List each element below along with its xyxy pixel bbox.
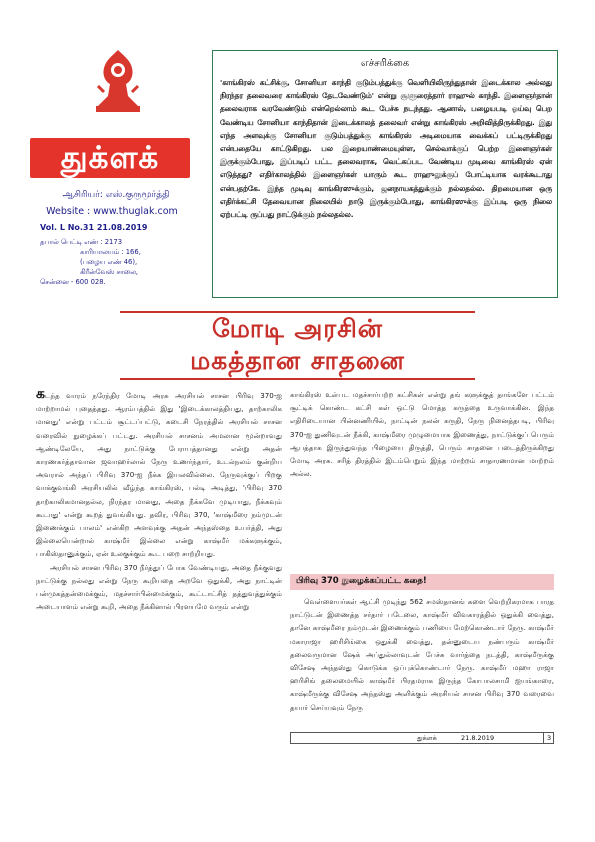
address-line: (பழைய எண் 46), [80, 258, 138, 266]
volume-issue: Vol. L No.31 21.08.2019 [40, 223, 148, 232]
footer-date: 21.8.2019 [461, 734, 495, 742]
article-column-left [36, 388, 282, 613]
editor-line: ஆசிரியர்: எஸ்.குருமூர்த்தி [62, 190, 170, 200]
footer-magazine-name: துக்ளக் [417, 734, 437, 742]
address-line: சென்னை - 600 028. [40, 278, 106, 286]
website-line: Website : www.thuglak.com [46, 206, 178, 217]
article-paragraph: அரசியல் சாசன பிரிவு 370 நீர்த்துப் போக வேண்டியது, அதை நீக்குவது நாட்டுக்கு நல்லது என்று நேரு கூறியதை அறவே ஒதுக்கி, அது நாட்டின் பன்முகத்தன்மைக்கும், மதச்சார்பின்மைக்கும், கூட்டாட்சித் தத்துவத்துக்கும் அடையாளம் என்று கூறி, அதை நீக்கினால் பிரளயமே வரும் என்று [36, 562, 282, 612]
headline-line-2: மகத்தான சாதனை [190, 346, 405, 375]
headline-rule-bottom [120, 378, 475, 380]
article-paragraph: வெள்ளையர்கள் ஆட்சி முடிந்து 562 சமஸ்தானங் களை வெற்றிகரமாக பாரத நாட்டுடன் இணைத்த சர்தார் படேலை, காஷ்மீர் விவகாரத்தில் ஒதுக்கி வைத்து, தானே காஷ்மீரை நம்முடன் இணைக்கும் பணியை மேற்கொண்டார் நேரு. காஷ்மீர் மகாராஜா ஹரிசிங்கை ஒதுக்கி வைத்து, தன்னுடைய நண்பரும் காஷ்மீர் தலைவருமான ஷேக் அப்துல்லாவுடன் பேச்சு வார்த்தை நடத்தி, காஷ்மீருக்கு விசேஷ அந்தஸ்து கொடுக்க ஒப்புக்கொண்டார் நேரு. காஷ்மீர் மஹா ராஜா ஹரிசிங் தலைமையில் காஷ்மீர் பிரதமராக இருந்த கோபாலசாமி ஐயங்காரை, காஷ்மீருக்கு விசேஷ அந்தஸ்து அளிக்கும் அரசியல் சாசன பிரிவு 370 வரைவை தயார் செய்யவும் நேரு [290, 597, 554, 712]
article-column-right-top [290, 388, 554, 480]
drop-cap: க [36, 386, 45, 402]
magazine-logo: துக்ளக் [30, 138, 190, 178]
article-column-right-bottom [290, 595, 554, 714]
headline-rule-top [120, 311, 475, 313]
warning-text: 'காங்கிரஸ் கட்சிக்கு, சோனியா காந்தி குடும்பத்துக்கு வெளியிலிருந்துதான் இடைக்கால அல்லது நிரந்தர தலைவரை காங்கிரஸ் தேடவேண்டும்' என்று சூளுரைத்தார் ராஹுல் காந்தி. இளைஞர்தான் தலைவராக வரவேண்டும் என்றெல்லாம் கூட பேச்சு நடந்தது. ஆனால், பழையபடி ஓய்வு பெற வேண்டிய சோனியா காந்திதான் இடைக்காலத் தலைவர் என்று காங்கிரஸ் அறிவித்திருக்கிறது. இது எந்த அளவுக்கு சோனியா குடும்பத்துக்கு காங்கிரஸ் அடிமையாக வைக்கப் பட்டிருக்கிறது என்பதையே காட்டுகிறது. பல இறையாண்மையுள்ள, செல்வாக்குப் பெற்ற இளைஞர்கள் இருக்கும்போது, இப்படிப் பட்ட தலைவராக, வெட்கப்பட வேண்டிய முடிவை காங்கிரஸ் ஏன் எடுத்தது? எதிர்காலத்தில் இளைஞர்கள் யாரும் கூட ராஹுலுக்குப் போட்டியாக வரக்கூடாது என்பதற்கே. இந்த முடிவு காங்கிரஸுக்கும், ஜனநாயகத்துக்கும் நல்லதல்ல. திறமையான ஒரு எதிர்க்கட்சி தேவையான நிலையில் நாடு இருக்கும்போது, காங்கிரஸுக்கு இப்படி ஒரு நிலை ஏற்பட்டி ருப்பது நாட்டுக்கும் நல்லதல்ல. [220, 78, 552, 220]
temple-emblem-icon [84, 46, 152, 116]
article-paragraph: டந்த வாரம் நரேந்திர மோடி அரசு அரசியல் சாசன பிரிவு 370-ஐ மாற்றாமல் புதைத்தது. ஆரம்பத்தில் இது 'இடைக்காலத்தியது, தாற்காலிக மானது' என்று பட்டம் சூட்டப்பட்டு, கடைசி நேரத்தில் அரசியல் சாசன வரைவில் நுழைக்கப் பட்டது. அரசியல் சாசனம் அமலான மூன்றாவது ஆண்டிலேயே, அது நாட்டுக்கு பேராபத்தானது என்று அதன் காரணகர்த்தாவான ஜவாஹர்லால் நேரு உணர்ந்தார், உடல்நலம் குன்றிய அவரால் அந்தப் பிரிவு 370-ஐ நீக்க இயலவில்லை. நேருவுக்குப் பிறகு வாக்குவங்கி அரசியலில் வீழ்ந்த காங்கிரஸ், பல்டி அடித்து, 'பிரிவு 370 தாற்காலிகமானதல்ல, நிரந்தர மானது, அதை நீக்கவே முடியாது, நீக்கவும் கூடாது' என்று கூறத் துவங்கியது. தவிர, பிரிவு 370, 'காஷ்மீரை நம்முடன் இணைக்கும் பாலம்' என்கிற அளவுக்கு அதன் அந்தஸ்தை உயர்த்தி, அது இல்லையென்றால் காஷ்மீர் இல்லை என்று காஷ்மீர் மக்களுக்கும், பாகிஸ்தானுக்கும், ஏன் உலகுக்கும் கூட பறை சாற்றியது. [36, 391, 282, 559]
page-footer [290, 732, 554, 744]
office-address [40, 237, 190, 287]
page-number: 3 [543, 733, 551, 743]
subheading: பிரிவு 370 நுழைக்கப்பட்ட கதை! [296, 576, 427, 586]
address-line: கிரீன்வேஸ் சாலை, [80, 268, 139, 276]
address-line: தபால் பெட்டி எண் : 2173 [40, 238, 123, 246]
address-line: காரியாலயம் : 166, [80, 248, 141, 256]
article-paragraph: காங்கிரஸ் உள்பட மதச்சார்பற்ற கட்சிகள் என்று தங் களுக்குத் தாங்களே பட்டம் சூட்டிக் கொண்ட கட்சி கள் ஒட்டு மொத்த கருத்தை உருவாக்கின. இந்த எதிரிடையான பின்னணியில், நாட்டின் நலன் கருதி, நேரு நினைத்தபடி, பிரிவு 370-ஐ துணிவுடன் நீக்கி, காஷ்மீரை முழுமையாக இணைத்து, நாட்டுக்குப் பெரும் ஆபத்தாக இருந்துவந்த பிழையை திருத்தி, பெரும் சாதனை படைத்திருக்கிறது மோடி அரசு. சரித் திரத்தில் இடம்பெறும் இந்த மாற்றம் சாதாரணமான மாற்றம் அல்ல. [290, 390, 554, 479]
warning-title: எச்சரிக்கை [360, 58, 410, 69]
headline-line-1: மோடி அரசின் [211, 314, 384, 343]
